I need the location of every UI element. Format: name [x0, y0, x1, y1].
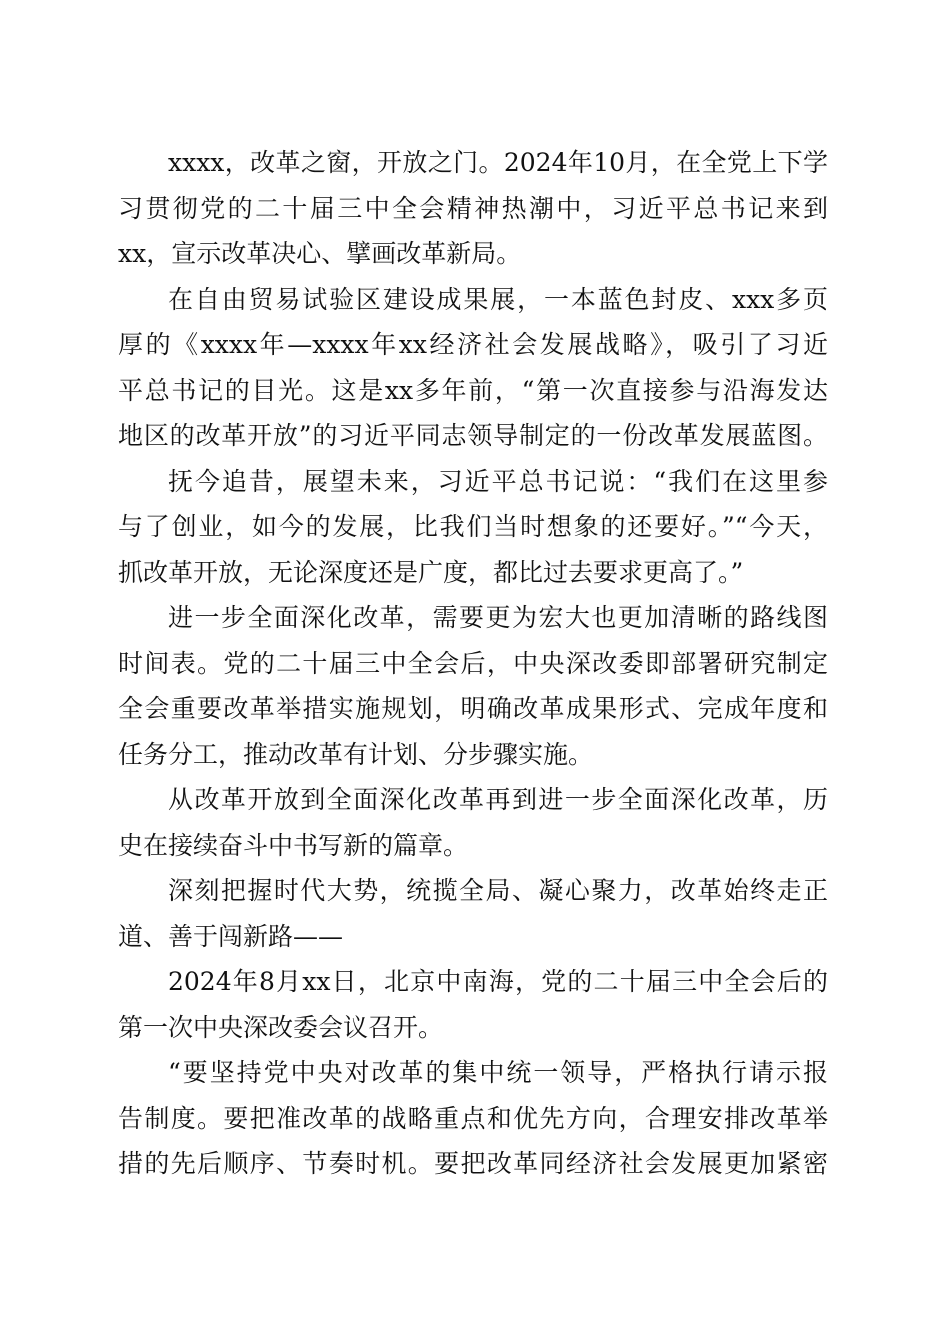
- text-line: 抓改革开放，无论深度还是广度，都比过去要求更高了。”: [118, 557, 744, 587]
- text-line: 深刻把握时代大势，统揽全局、凝心聚力，改革始终走正: [168, 876, 828, 905]
- text-line: 2024年8月xx日，北京中南海，党的二十届三中全会后的: [168, 967, 828, 996]
- text-line: 措的先后顺序、节奏时机。要把改革同经济社会发展更加紧密: [118, 1149, 828, 1178]
- text-line: 道、善于闯新路——: [118, 921, 344, 951]
- text-line: “要坚持党中央对改革的集中统一领导，严格执行请示报: [168, 1058, 828, 1087]
- text-line: 任务分工，推动改革有计划、分步骤实施。: [118, 739, 594, 769]
- text-line: 厚的《xxxx年—xxxx年xx经济社会发展战略》，吸引了习近: [118, 330, 828, 359]
- text-line: 史在接续奋斗中书写新的篇章。: [118, 830, 469, 860]
- text-line: 告制度。要把准改革的战略重点和优先方向，合理安排改革举: [118, 1103, 828, 1133]
- text-line: 抚今追昔，展望未来，习近平总书记说：“我们在这里参: [168, 466, 828, 496]
- text-line: 进一步全面深化改革，需要更为宏大也更加清晰的路线图: [168, 603, 828, 632]
- text-line: 第一次中央深改委会议召开。: [118, 1012, 444, 1042]
- text-line: 从改革开放到全面深化改革再到进一步全面深化改革，历: [168, 785, 828, 814]
- text-line: 在自由贸易试验区建设成果展，一本蓝色封皮、xxx多页: [168, 284, 828, 314]
- text-line: 地区的改革开放”的习近平同志领导制定的一份改革发展蓝图。: [118, 421, 828, 450]
- text-line: 全会重要改革举措实施规划，明确改革成果形式、完成年度和: [118, 694, 828, 723]
- text-line: 习贯彻党的二十届三中全会精神热潮中，习近平总书记来到: [118, 193, 828, 223]
- text-line: 平总书记的目光。这是xx多年前，“第一次直接参与沿海发达: [118, 375, 828, 405]
- text-line: xxxx，改革之窗，开放之门。2024年10月，在全党上下学: [168, 148, 828, 177]
- text-line: xx，宣示改革决心、擘画改革新局。: [118, 239, 522, 268]
- text-line: 时间表。党的二十届三中全会后，中央深改委即部署研究制定: [118, 648, 828, 678]
- document-body: [118, 140, 828, 1187]
- text-line: 与了创业，如今的发展，比我们当时想象的还要好。”“今天，: [118, 512, 828, 541]
